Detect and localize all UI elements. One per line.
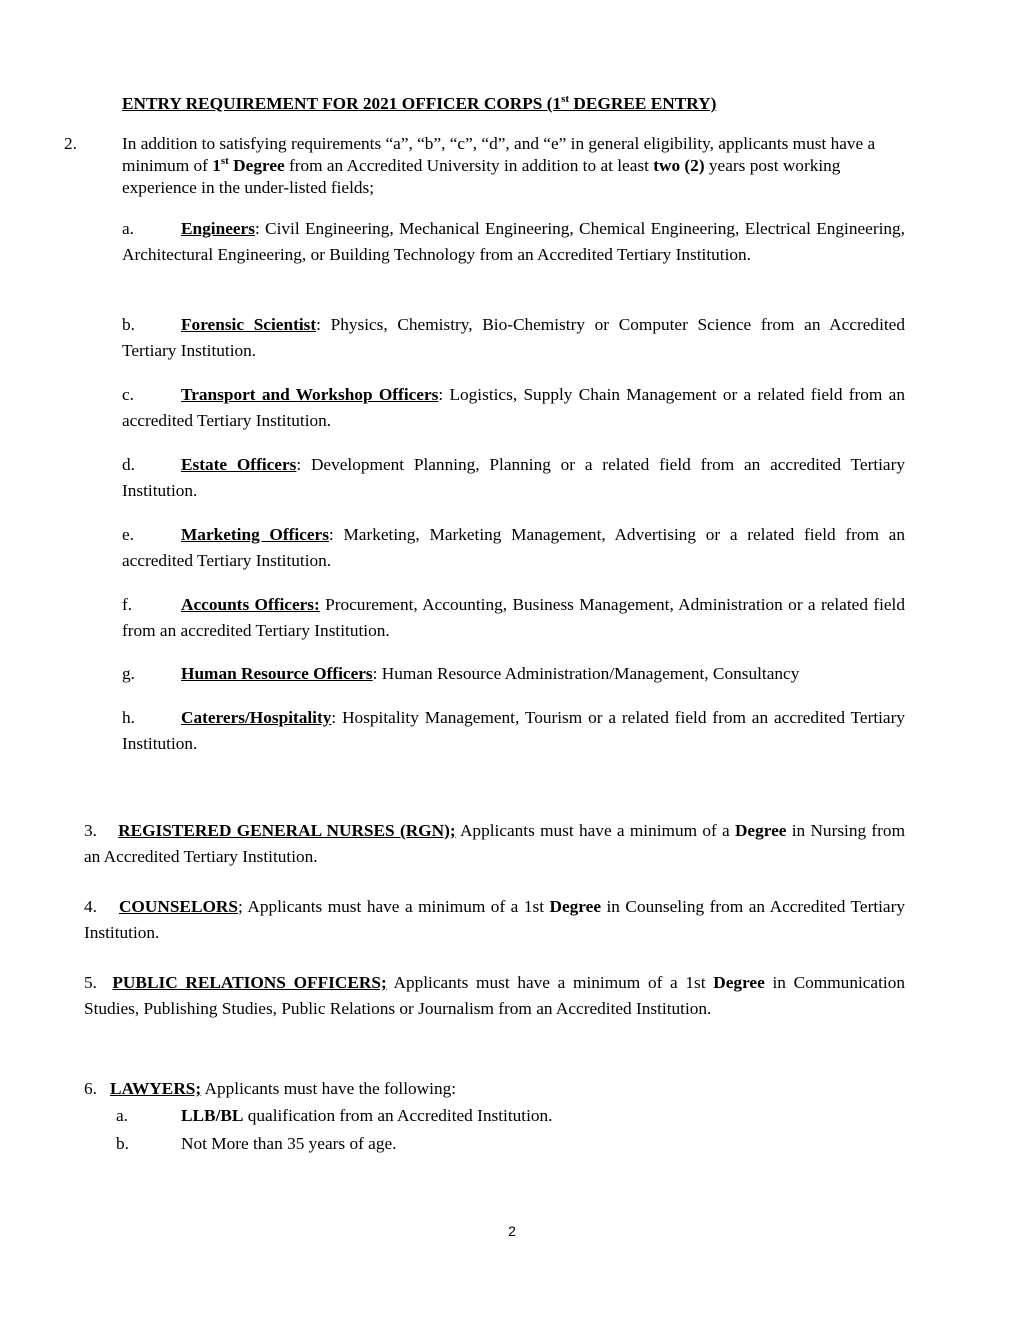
section-5 bbox=[84, 970, 905, 1022]
item-text: : Human Resource Administration/Management, Consultancy bbox=[372, 664, 800, 683]
section-2-text-b: from an Accredited University in addition to at least bbox=[284, 156, 654, 175]
item-heading: Human Resource Officers bbox=[181, 664, 373, 683]
list-item bbox=[122, 216, 905, 268]
section-text-b: in Nursing from an Accredited Tertiary Institution. bbox=[84, 821, 906, 866]
item-letter: a. bbox=[122, 219, 134, 238]
item-heading: Forensic Scientist bbox=[181, 315, 317, 334]
section-bold: Degree bbox=[734, 821, 787, 840]
list-item bbox=[122, 452, 905, 504]
section-2-bold-two: two (2) bbox=[653, 156, 705, 175]
list-item bbox=[116, 1102, 553, 1130]
section-text-a: Applicants must have a minimum of a 1st bbox=[386, 973, 714, 992]
item-text: : Hospitality Management, Tourism or a related field from an accredited Tertiary Institution. bbox=[122, 708, 905, 753]
section-2-number: 2. bbox=[64, 134, 77, 153]
page-number: 2 bbox=[508, 1223, 516, 1239]
section-number: 3. bbox=[84, 821, 97, 840]
item-heading: Transport and Workshop Officers bbox=[181, 385, 439, 404]
item-letter: b. bbox=[122, 315, 135, 334]
list-item bbox=[122, 705, 905, 757]
item-text: : Physics, Chemistry, Bio-Chemistry or Computer Science from an Accredited Tertiary Institution. bbox=[122, 315, 905, 360]
item-bold: LLB/BL bbox=[181, 1106, 244, 1125]
section-text-b: in Counseling from an Accredited Tertiary Institution. bbox=[84, 897, 906, 942]
item-letter: a. bbox=[116, 1106, 128, 1125]
list-item bbox=[122, 592, 905, 644]
section-heading: PUBLIC RELATIONS OFFICERS; bbox=[112, 973, 387, 992]
section-heading: REGISTERED GENERAL NURSES (RGN); bbox=[118, 821, 456, 840]
item-heading: Marketing Officers bbox=[181, 525, 329, 544]
page-title bbox=[122, 94, 716, 114]
item-heading: Caterers/Hospitality bbox=[181, 708, 332, 727]
section-text-a: ; Applicants must have a minimum of a 1st bbox=[238, 897, 550, 916]
section-number: 6. bbox=[84, 1079, 97, 1098]
section-2-intro bbox=[122, 133, 907, 199]
list-item bbox=[122, 382, 905, 434]
item-text: Not More than 35 years of age. bbox=[181, 1134, 397, 1153]
list-item bbox=[116, 1130, 396, 1158]
section-text-a: Applicants must have a minimum of a bbox=[455, 821, 735, 840]
list-item bbox=[122, 661, 905, 687]
section-6 bbox=[84, 1076, 905, 1102]
item-text: : Marketing, Marketing Management, Advertising or a related field from an accredited Tertiary Institution. bbox=[122, 525, 905, 570]
item-text: : Civil Engineering, Mechanical Engineering, Chemical Engineering, Electrical Engineering, Architectural Engineering, or Building Technology from an Accredited Tertiary Institution. bbox=[122, 219, 905, 264]
section-2-bold-degree: Degree bbox=[228, 156, 285, 175]
section-number: 5. bbox=[84, 973, 97, 992]
item-text: : Development Planning, Planning or a related field from an accredited Tertiary Institution. bbox=[122, 455, 905, 500]
item-text: : Logistics, Supply Chain Management or a related field from an accredited Tertiary Institution. bbox=[122, 385, 905, 430]
list-item bbox=[122, 522, 905, 574]
section-text-b: in Communication Studies, Publishing Studies, Public Relations or Journalism from an Accredited Institution. bbox=[84, 973, 905, 1018]
item-heading: Engineers bbox=[181, 219, 255, 238]
section-text: Applicants must have the following: bbox=[201, 1079, 457, 1098]
item-letter: g. bbox=[122, 664, 135, 683]
section-heading: COUNSELORS bbox=[118, 897, 239, 916]
item-text: qualification from an Accredited Institution. bbox=[243, 1106, 553, 1125]
item-heading: Accounts Officers: bbox=[181, 595, 320, 614]
title-prefix: ENTRY REQUIREMENT FOR 2021 OFFICER CORPS (1 bbox=[122, 94, 562, 113]
list-item bbox=[122, 312, 905, 364]
section-2-text-a: In addition to satisfying requirements “a”, “b”, “c”, “d”, and “e” in general eligibility, applicants must have a minimum of bbox=[122, 134, 876, 175]
item-letter: d. bbox=[122, 455, 135, 474]
section-number: 4. bbox=[84, 897, 97, 916]
section-4 bbox=[84, 894, 905, 946]
section-2-bold-1-sup: st bbox=[220, 155, 229, 168]
item-letter: c. bbox=[122, 385, 134, 404]
title-suffix: DEGREE ENTRY) bbox=[569, 94, 717, 113]
title-sup: st bbox=[561, 93, 570, 106]
section-heading: LAWYERS; bbox=[109, 1079, 202, 1098]
item-heading: Estate Officers bbox=[181, 455, 297, 474]
section-2-text-c: years post working experience in the under-listed fields; bbox=[122, 156, 841, 197]
item-letter: f. bbox=[122, 595, 133, 614]
item-letter: b. bbox=[116, 1134, 129, 1153]
item-letter: h. bbox=[122, 708, 135, 727]
section-3 bbox=[84, 818, 905, 870]
section-bold: Degree bbox=[549, 897, 602, 916]
item-letter: e. bbox=[122, 525, 134, 544]
section-bold: Degree bbox=[713, 973, 765, 992]
item-text: Procurement, Accounting, Business Management, Administration or a related field from an accredited Tertiary Institution. bbox=[122, 595, 905, 640]
section-2-bold-1: 1 bbox=[212, 156, 221, 175]
